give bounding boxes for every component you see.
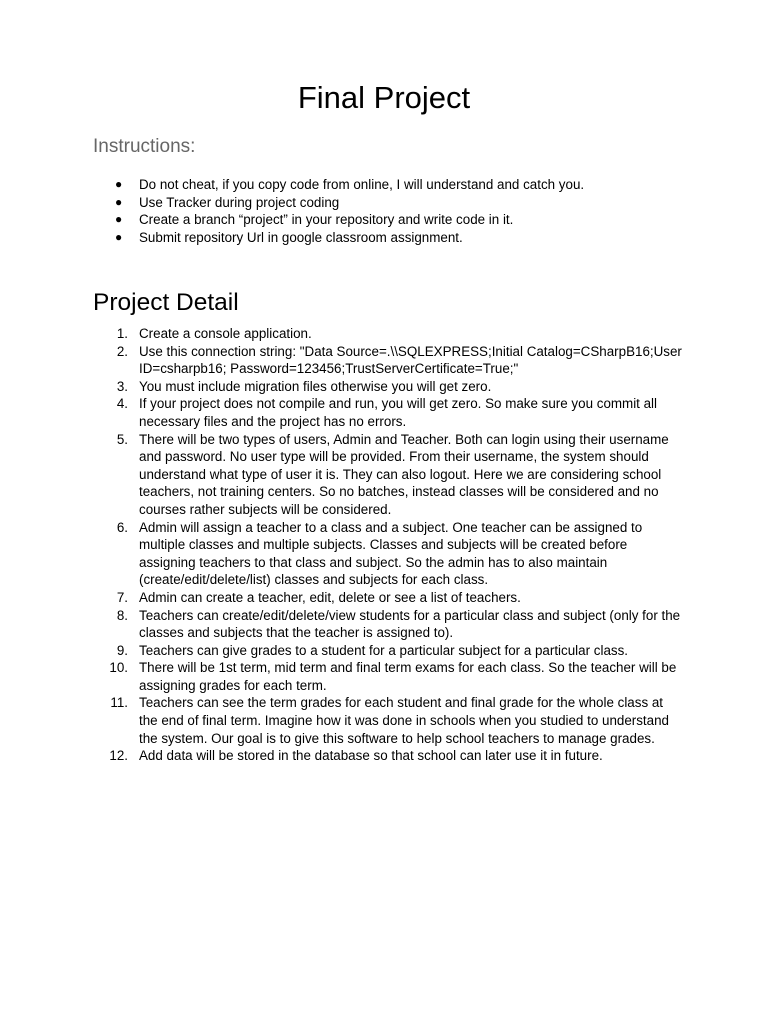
- bullet-icon: ●: [115, 229, 123, 244]
- page-title: Final Project: [297, 80, 471, 115]
- step-number: 4.: [116, 396, 128, 412]
- step-number: 1.: [116, 326, 128, 341]
- project-detail-heading: Project Detail: [93, 289, 239, 316]
- list-item: [93, 325, 683, 343]
- list-item: [93, 694, 683, 747]
- bullet-icon: ●: [115, 194, 123, 209]
- step-text: Teachers can give grades to a student for a particular subject for a particular class.: [139, 642, 629, 658]
- list-item: [93, 378, 683, 396]
- instruction-text: Use Tracker during project coding: [139, 194, 340, 210]
- step-text: If your project does not compile and run, you will get zero. So make sure you commit all necessary files and the project has no errors.: [139, 396, 658, 429]
- list-item: [93, 519, 683, 589]
- bullet-icon: ●: [115, 177, 123, 191]
- step-text: You must include migration files otherwise you will get zero.: [139, 378, 492, 394]
- step-number: 10.: [109, 660, 128, 676]
- list-item: [93, 607, 683, 642]
- step-text: Teachers can create/edit/delete/view students for a particular class and subject (only for the classes and subjects that the teacher is assigned to).: [139, 607, 681, 641]
- list-item: [93, 176, 693, 194]
- instruction-text: Create a branch “project” in your repository and write code in it.: [139, 212, 514, 228]
- step-text: Create a console application.: [139, 326, 312, 341]
- step-number: 11.: [110, 695, 128, 711]
- instructions-heading: Instructions:: [93, 136, 196, 157]
- step-text: Use this connection string: "Data Source=.\\SQLEXPRESS;Initial Catalog=CSharpB16;User ID=csharpb16; Password=123456;TrustServerCertificate=True;": [139, 343, 682, 377]
- step-text: Teachers can see the term grades for each student and final grade for the whole class at the end of final term. Imagine how it was done in schools when you studied to understand the system. Our goal is to give this software to help school teachers to manage grades.: [139, 695, 669, 746]
- step-number: 2.: [116, 343, 128, 359]
- step-text: Admin can create a teacher, edit, delete or see a list of teachers.: [139, 589, 521, 605]
- project-detail-list: [93, 325, 683, 765]
- step-text: Admin will assign a teacher to a class and a subject. One teacher can be assigned to multiple classes and multiple subjects. Classes and subjects will be created before assigning teachers to that class and subject. So the admin has to also maintain (create/edit/delete/list) classes and subjects for each class.: [139, 519, 643, 588]
- list-item: [93, 211, 693, 229]
- list-item: [93, 642, 683, 660]
- list-item: [93, 395, 683, 430]
- step-number: 6.: [116, 519, 128, 535]
- step-number: 5.: [116, 431, 128, 447]
- instructions-list: [93, 176, 693, 246]
- instruction-text: Submit repository Url in google classroom assignment.: [139, 229, 463, 245]
- list-item: [93, 431, 683, 519]
- step-text: There will be 1st term, mid term and final term exams for each class. So the teacher will be assigning grades for each term.: [139, 660, 677, 693]
- step-number: 12.: [109, 748, 128, 764]
- instruction-text: Do not cheat, if you copy code from online, I will understand and catch you.: [139, 177, 585, 192]
- list-item: [93, 343, 683, 378]
- step-text: There will be two types of users, Admin and Teacher. Both can login using their username and password. No user type will be provided. From their username, the system should understand what type of user it is. They can also logout. Here we are considering school teachers, not training centers. So no batches, instead classes will be considered and no courses rather subjects will be considered.: [139, 431, 669, 517]
- bullet-icon: ●: [115, 212, 123, 227]
- step-number: 8.: [116, 607, 128, 623]
- list-item: [93, 229, 693, 247]
- list-item: [93, 659, 683, 694]
- step-number: 9.: [116, 642, 128, 658]
- step-text: Add data will be stored in the database so that school can later use it in future.: [139, 748, 603, 764]
- step-number: 7.: [116, 589, 128, 605]
- list-item: [93, 589, 683, 607]
- list-item: [93, 747, 683, 765]
- step-number: 3.: [116, 378, 128, 394]
- list-item: [93, 194, 693, 212]
